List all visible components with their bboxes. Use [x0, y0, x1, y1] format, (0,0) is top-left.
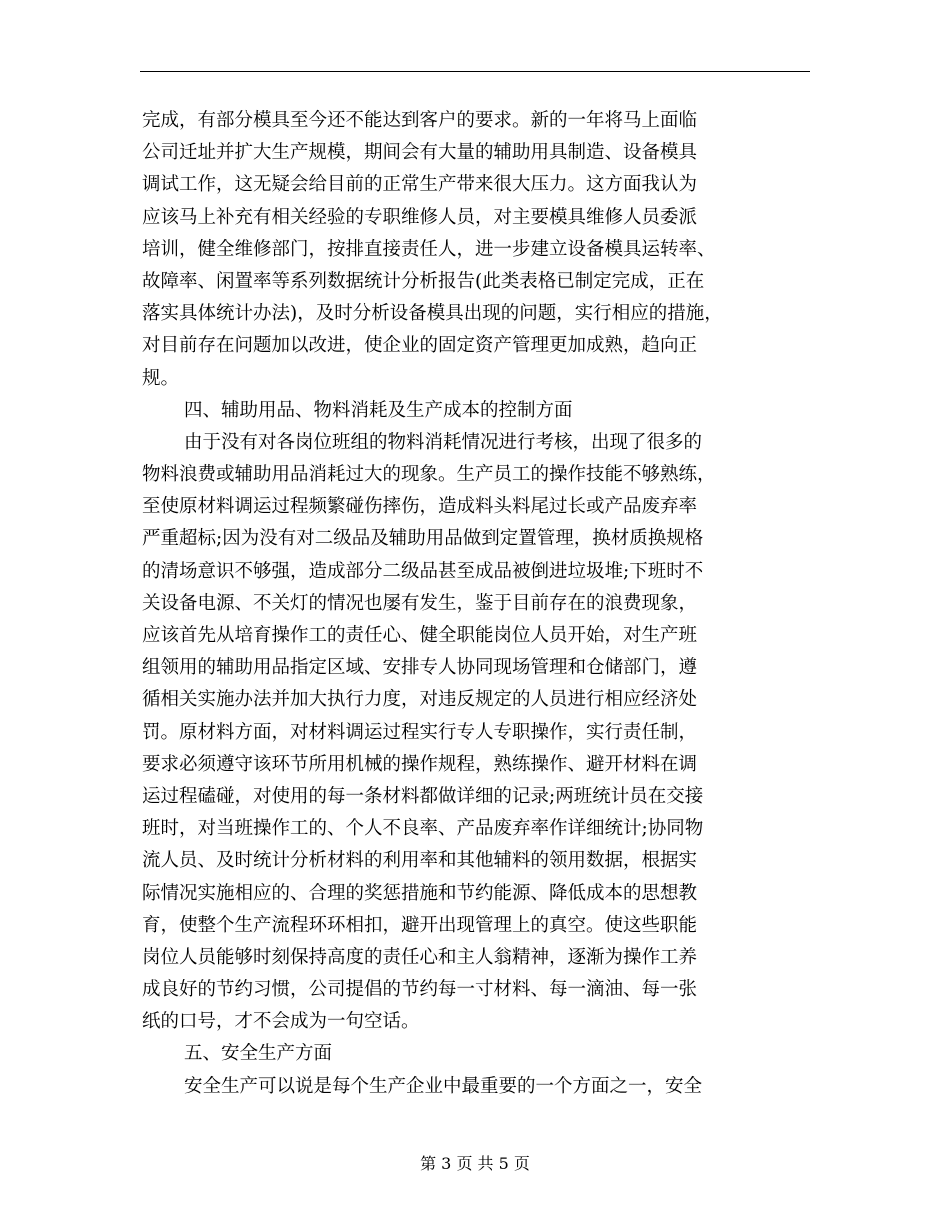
text-line: 五、安全生产方面 [184, 1043, 333, 1065]
body-text [142, 105, 812, 1103]
text-line: 调试工作，这无疑会给目前的正常生产带来很大压力。这方面我认为 [142, 174, 698, 196]
text-line: 关设备电源、不关灯的情况也屡有发生，鉴于目前存在的浪费现象， [142, 592, 698, 614]
text-line: 组领用的辅助用品指定区域、安排专人协同现场管理和仓储部门，遵 [142, 657, 698, 679]
text-line: 至使原材料调运过程频繁碰伤摔伤，造成料头料尾过长或产品废弃率 [142, 496, 698, 518]
text-line: 纸的口号，才不会成为一句空话。 [142, 1011, 420, 1033]
text-line: 落实具体统计办法)，及时分析设备模具出现的问题，实行相应的措施， [142, 303, 723, 325]
text-line: 要求必须遵守该环节所用机械的操作规程，熟练操作、避开材料在调 [142, 753, 698, 775]
text-line: 循相关实施办法并加大执行力度，对违反规定的人员进行相应经济处 [142, 689, 698, 711]
text-line: 公司迁址并扩大生产规模，期间会有大量的辅助用具制造、设备模具 [142, 142, 698, 164]
text-line: 规。 [142, 367, 180, 389]
text-line: 安全生产可以说是每个生产企业中最重要的一个方面之一，安全 [184, 1075, 703, 1097]
text-line: 的清场意识不够强，造成部分二级品甚至成品被倒进垃圾堆;下班时不 [142, 560, 704, 582]
text-line: 故障率、闲置率等系列数据统计分析报告(此类表格已制定完成，正在 [142, 270, 705, 292]
text-line: 班时，对当班操作工的、个人不良率、产品废弃率作详细统计;协同物 [142, 818, 704, 840]
text-line: 罚。原材料方面，对材料调运过程实行专人专职操作，实行责任制， [142, 721, 698, 743]
text-line: 运过程磕碰，对使用的每一条材料都做详细的记录;两班统计员在交接 [142, 785, 704, 807]
page-footer: 第 3 页 共 5 页 [420, 1154, 530, 1173]
text-line: 育，使整个生产流程环环相扣，避开出现管理上的真空。使这些职能 [142, 914, 698, 936]
text-line: 应该马上补充有相关经验的专职维修人员，对主要模具维修人员委派 [142, 206, 698, 228]
text-line: 完成，有部分模具至今还不能达到客户的要求。新的一年将马上面临 [142, 110, 698, 131]
text-line: 对目前存在问题加以改进，使企业的固定资产管理更加成熟，趋向正 [142, 335, 698, 357]
text-line: 由于没有对各岗位班组的物料消耗情况进行考核，出现了很多的 [184, 431, 703, 453]
text-line: 应该首先从培育操作工的责任心、健全职能岗位人员开始，对生产班 [142, 625, 698, 646]
header-rule [140, 71, 810, 72]
text-line: 培训，健全维修部门，按排直接责任人，进一步建立设备模具运转率、 [142, 238, 716, 260]
text-line: 四、辅助用品、物料消耗及生产成本的控制方面 [184, 399, 573, 421]
text-line: 际情况实施相应的、合理的奖惩措施和节约能源、降低成本的思想教 [142, 882, 698, 904]
text-line: 物料浪费或辅助用品消耗过大的现象。生产员工的操作技能不够熟练， [142, 464, 716, 486]
text-line: 成良好的节约习惯，公司提倡的节约每一寸材料、每一滴油、每一张 [142, 979, 698, 1001]
text-line: 岗位人员能够时刻保持高度的责任心和主人翁精神，逐渐为操作工养 [142, 946, 698, 968]
text-line: 流人员、及时统计分析材料的利用率和其他辅料的领用数据，根据实 [142, 850, 698, 872]
text-line: 严重超标;因为没有对二级品及辅助用品做到定置管理，换材质换规格 [142, 528, 704, 550]
